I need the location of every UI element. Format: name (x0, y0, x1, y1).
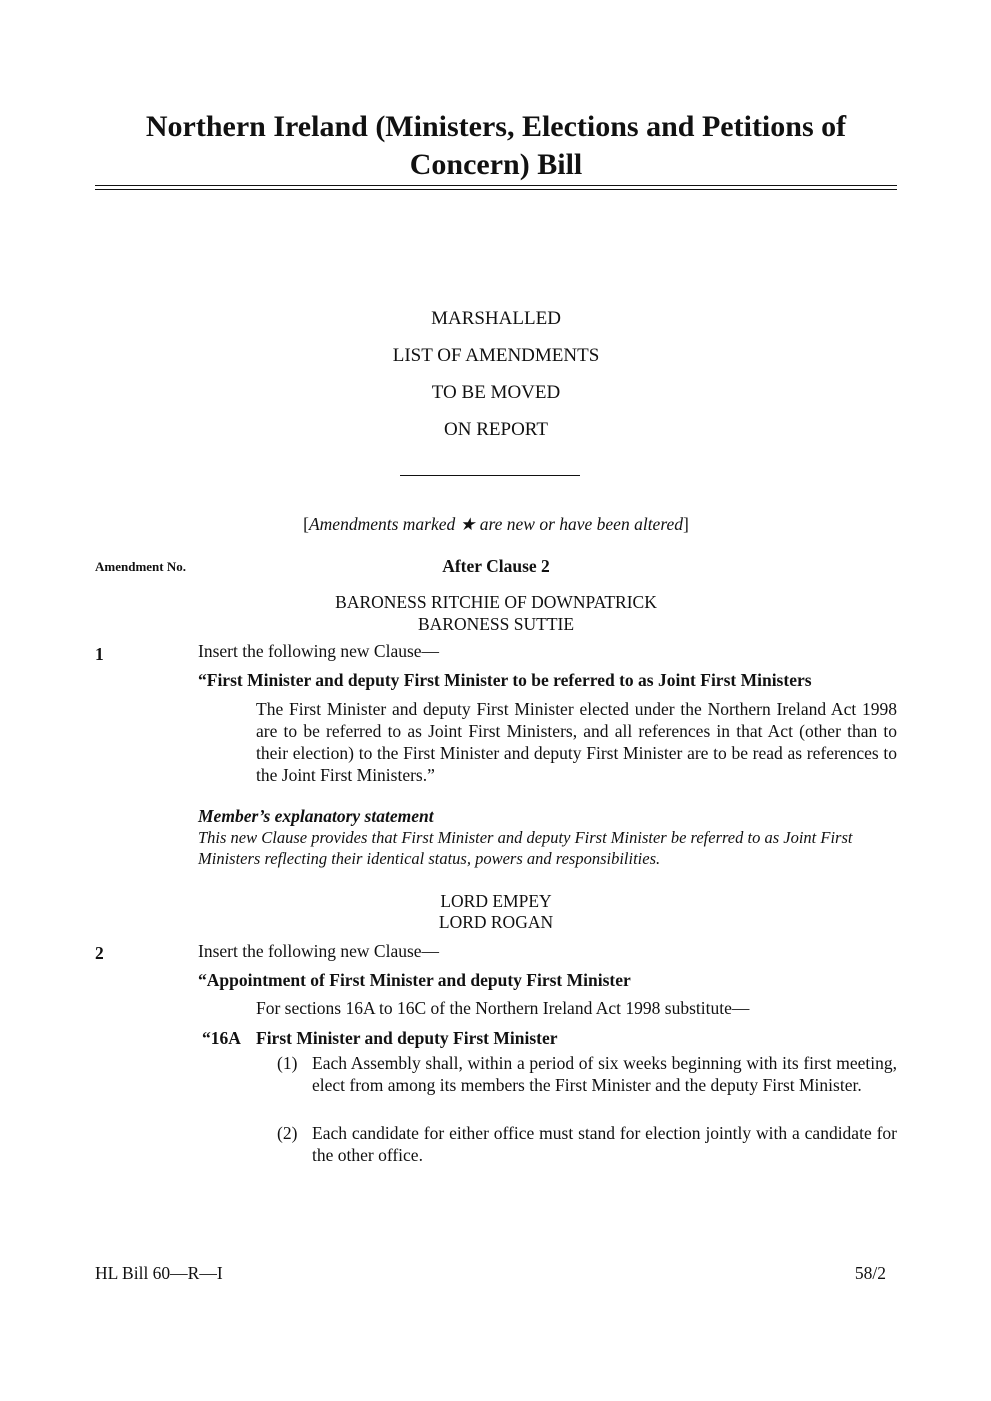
footer-print-number: 58/2 (854, 1263, 886, 1283)
sponsor: BARONESS SUTTIE (417, 614, 575, 634)
bracket: ] (683, 514, 689, 534)
clause-text: The First Minister and deputy First Minister elected under the Northern Ireland Act 1998 are to be referred to as Joint First Ministers, and all references in that Act (other than to their election) to the First Minister and deputy First Minister are to be read as references to the Joint First Ministers.” (256, 699, 897, 785)
statement-text: This new Clause provides that First Minister and deputy First Minister be referred to as Joint First Ministers reflecting their identical status, powers and responsibilities. (198, 828, 853, 868)
clause-heading: “Appointment of First Minister and deputy First Minister (198, 970, 631, 990)
section-heading: After Clause 2 (442, 556, 550, 576)
subsection-number: (2) (277, 1123, 298, 1143)
amendment-number-column-label: Amendment No. (95, 559, 186, 574)
amendment-number: 1 (95, 644, 104, 664)
amendments-note (95, 513, 897, 535)
subsection-text: Each Assembly shall, within a period of six weeks beginning with its first meeting, elect from among its members the First Minister and the deputy First Minister. (312, 1053, 897, 1095)
subtitle-line: ON REPORT (444, 419, 548, 440)
statement-heading: Member’s explanatory statement (198, 806, 434, 826)
bill-title: Northern Ireland (Ministers, Elections and Petitions of Concern) Bill (145, 110, 847, 181)
clause-heading: “First Minister and deputy First Minister to be referred to as Joint First Ministers (198, 670, 812, 690)
bracket: [ (303, 514, 309, 534)
subsection-text: Each candidate for either office must stand for election jointly with a candidate for the other office. (312, 1123, 897, 1165)
subsection-number: (1) (277, 1053, 298, 1073)
sponsor: LORD ROGAN (438, 912, 554, 932)
sponsor: LORD EMPEY (440, 891, 552, 911)
subtitle-line: TO BE MOVED (431, 382, 561, 403)
subtitle-line: MARSHALLED (431, 308, 561, 329)
instruction: Insert the following new Clause— (198, 641, 440, 661)
note-text: Amendments marked ★ are new or have been altered (308, 514, 683, 534)
footer-bill-reference: HL Bill 60—R—I (95, 1263, 223, 1283)
amendment-number: 2 (95, 943, 104, 963)
sponsor: BARONESS RITCHIE OF DOWNPATRICK (335, 592, 657, 612)
title-rule-top (95, 185, 897, 186)
divider (400, 475, 580, 476)
section-number: “16A (202, 1028, 241, 1048)
clause-intro: For sections 16A to 16C of the Northern Ireland Act 1998 substitute— (256, 998, 750, 1018)
instruction: Insert the following new Clause— (198, 941, 440, 961)
document-type (95, 300, 897, 448)
title-rule-bottom (95, 189, 897, 190)
subtitle-line: LIST OF AMENDMENTS (392, 345, 600, 366)
section-title: First Minister and deputy First Minister (256, 1028, 558, 1048)
